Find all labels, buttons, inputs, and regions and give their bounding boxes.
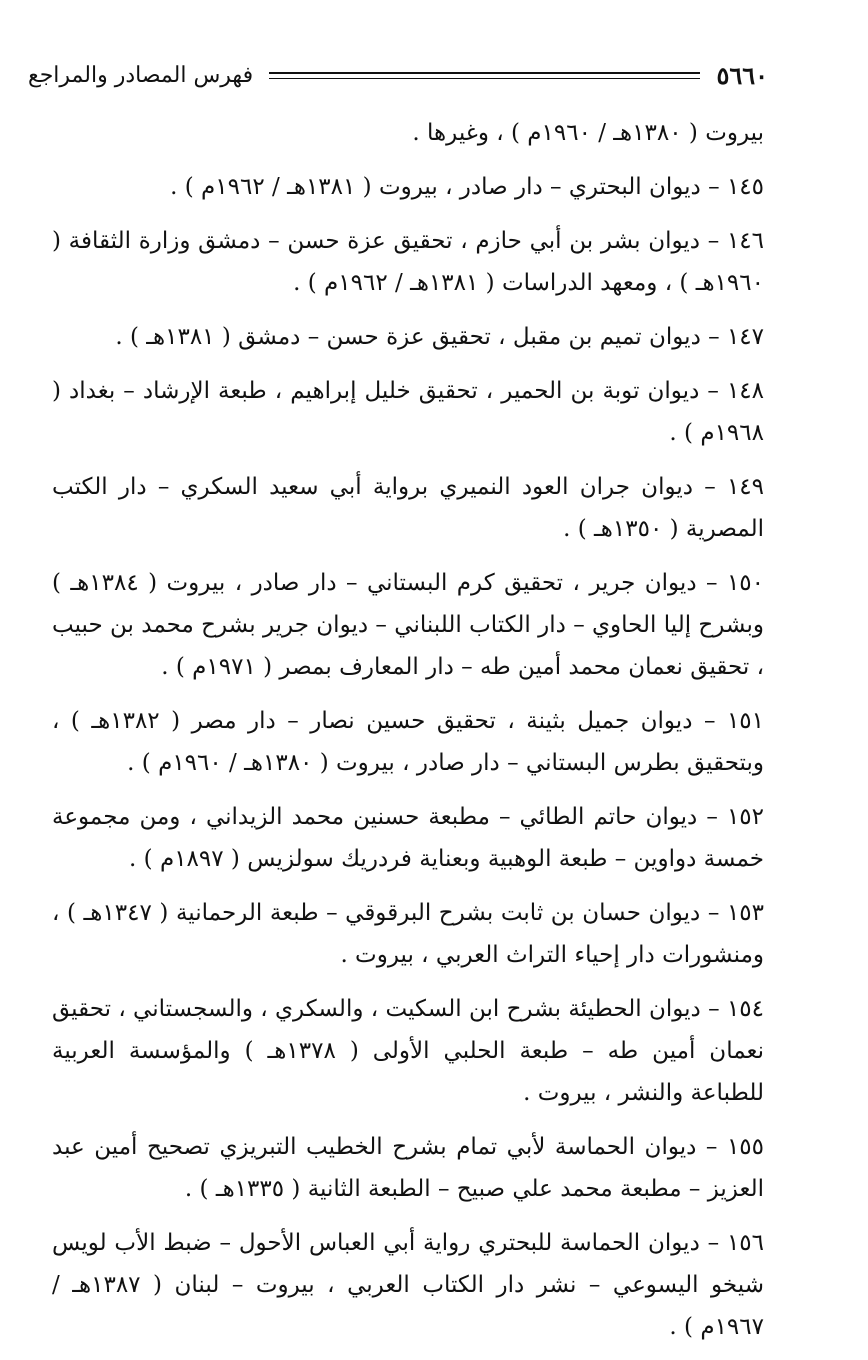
running-title: فهرس المصادر والمراجع: [28, 62, 254, 88]
header-rule: [269, 72, 700, 79]
bibliography-entry-147: ١٤٧ – ديوان تميم بن مقبل ، تحقيق عزة حسن – دمشق ( ١٣٨١هـ ) .: [115, 324, 764, 350]
bibliography-entry-149: ١٤٩ – ديوان جران العود النميري برواية أبي سعيد السكري – دار الكتب المصرية ( ١٣٥٠هـ ) .: [52, 474, 764, 542]
continuation-text: بيروت ( ١٣٨٠هـ / ١٩٦٠م ) ، وغيرها .: [412, 120, 764, 146]
bibliography-entry-150: ١٥٠ – ديوان جرير ، تحقيق كرم البستاني – دار صادر ، بيروت ( ١٣٨٤هـ ) وبشرح إليا الحاوي – دار الكتاب اللبناني – ديوان جرير بشرح محمد بن حبيب ، تحقيق نعمان محمد أمين طه – دار المعارف بمصر ( ١٩٧١م ) .: [52, 570, 764, 680]
bibliography-entry-155: ١٥٥ – ديوان الحماسة لأبي تمام بشرح الخطيب التبريزي تصحيح أمين عبد العزيز – مطبعة محمد علي صبيح – الطبعة الثانية ( ١٣٣٥هـ ) .: [52, 1134, 764, 1202]
page-header: [28, 58, 768, 92]
bibliography-entry-148: ١٤٨ – ديوان توبة بن الحمير ، تحقيق خليل إبراهيم ، طبعة الإرشاد – بغداد ( ١٩٦٨م ) .: [52, 378, 764, 446]
bibliography-list: [52, 112, 764, 1360]
page-number: ٥٦٦٠: [716, 60, 768, 90]
bibliography-entry-151: ١٥١ – ديوان جميل بثينة ، تحقيق حسين نصار – دار مصر ( ١٣٨٢هـ ) ، وبتحقيق بطرس البستاني – دار صادر ، بيروت ( ١٣٨٠هـ / ١٩٦٠م ) .: [52, 708, 764, 776]
bibliography-entry-153: ١٥٣ – ديوان حسان بن ثابت بشرح البرقوقي – طبعة الرحمانية ( ١٣٤٧هـ ) ، ومنشورات دار إحياء التراث العربي ، بيروت .: [52, 900, 765, 968]
bibliography-entry-146: ١٤٦ – ديوان بشر بن أبي حازم ، تحقيق عزة حسن – دمشق وزارة الثقافة ( ١٩٦٠هـ ) ، ومعهد الدراسات ( ١٣٨١هـ / ١٩٦٢م ) .: [52, 228, 764, 296]
bibliography-entry-156: ١٥٦ – ديوان الحماسة للبحتري رواية أبي العباس الأحول – ضبط الأب لويس شيخو اليسوعي – نشر دار الكتاب العربي ، بيروت – لبنان ( ١٣٨٧هـ / ١٩٦٧م ) .: [52, 1230, 764, 1340]
bibliography-entry-152: ١٥٢ – ديوان حاتم الطائي – مطبعة حسنين محمد الزيداني ، ومن مجموعة خمسة دواوين – طبعة الوهبية وبعناية فردريك سولزيس ( ١٨٩٧م ) .: [52, 804, 764, 872]
bibliography-entry-154: ١٥٤ – ديوان الحطيئة بشرح ابن السكيت ، والسكري ، والسجستاني ، تحقيق نعمان أمين طه – طبعة الحلبي الأولى ( ١٣٧٨هـ ) والمؤسسة العربية للطباعة والنشر ، بيروت .: [52, 996, 765, 1106]
bibliography-entry-145: ١٤٥ – ديوان البحتري – دار صادر ، بيروت ( ١٣٨١هـ / ١٩٦٢م ) .: [170, 174, 764, 200]
